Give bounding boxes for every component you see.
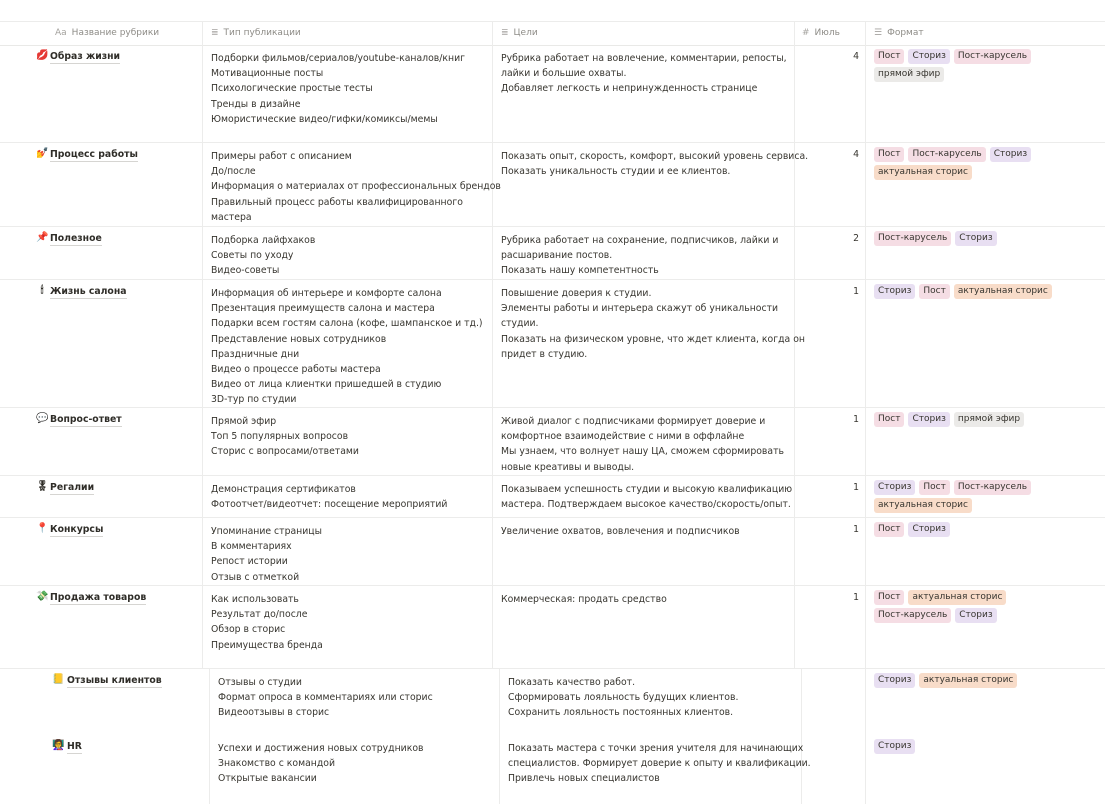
table-row[interactable]	[0, 44, 1105, 143]
list-line: Правильный процесс работы квалифицированного	[211, 196, 463, 208]
header-label: Цели	[513, 28, 538, 38]
list-line: Презентация преимуществ салона и мастера	[211, 303, 435, 315]
july-count-cell[interactable]: 1	[795, 475, 866, 517]
row-title[interactable]: Вопрос-ответ	[50, 414, 122, 425]
list-line: Упоминание страницы	[211, 526, 322, 537]
row-title[interactable]: Конкурсы	[50, 524, 104, 535]
list-line: Подарки всем гостям салона (кофе, шампанское и тд.)	[211, 318, 483, 330]
format-tag[interactable]: Пост-карусель	[908, 147, 985, 162]
format-tag[interactable]: актуальная сторис	[874, 498, 972, 513]
table-row[interactable]	[0, 226, 1105, 280]
table-row[interactable]	[0, 407, 1105, 476]
list-line: Привлечь новых специалистов	[508, 773, 660, 785]
title-icon: Aa	[55, 28, 67, 38]
list-line: Репост истории	[211, 556, 288, 568]
list-line: Показать на физическом уровне, что ждет клиента, когда он	[501, 333, 805, 345]
format-tag[interactable]: Пост	[919, 480, 949, 495]
list-line: Как использовать	[211, 594, 299, 605]
round-pushpin-icon: 📍	[36, 523, 49, 534]
list-line: мастера	[211, 211, 252, 223]
format-tag[interactable]: Сториз	[908, 412, 949, 427]
list-line: Информация об интерьере и комфорте салона	[211, 288, 442, 299]
format-cell[interactable]	[866, 44, 1080, 142]
list-line: придет в студию.	[501, 348, 588, 360]
list-line: Тренды в дизайне	[211, 98, 301, 110]
row-title[interactable]: Отзывы клиентов	[67, 675, 162, 686]
format-tag[interactable]: Сториз	[955, 608, 996, 623]
candle-icon: 🕯	[40, 285, 44, 296]
table-header	[0, 21, 1105, 46]
july-count-cell[interactable]: 1	[795, 517, 866, 585]
list-line: Видеоотзывы в сторис	[218, 707, 330, 719]
list-line: Психологические простые тесты	[211, 83, 373, 95]
format-tag[interactable]: Пост-карусель	[874, 608, 951, 623]
header-type-column[interactable]	[203, 22, 493, 45]
header-label: Название рубрики	[71, 28, 160, 38]
text-icon: ≣	[211, 28, 219, 38]
format-tag[interactable]: Сториз	[908, 49, 949, 64]
table-row[interactable]	[0, 475, 1105, 518]
nail-polish-icon: 💅	[36, 148, 49, 159]
format-tag[interactable]: Пост	[874, 49, 904, 64]
row-title[interactable]: Образ жизни	[50, 51, 121, 62]
list-line: Преимущества бренда	[211, 639, 323, 651]
list-line: Сформировать лояльность будущих клиентов.	[508, 692, 739, 704]
list-line: Знакомство с командой	[218, 758, 336, 770]
table-row[interactable]	[0, 142, 1105, 227]
name-cell[interactable]	[0, 142, 203, 226]
publication-types-cell[interactable]	[203, 44, 493, 142]
list-line: мастера. Подтверждаем высокое качество/скорость/опыт.	[501, 499, 791, 511]
list-line: Мы узнаем, что волнует нашу ЦА, сможем сформировать	[501, 446, 784, 458]
header-july-column[interactable]	[795, 22, 866, 45]
number-icon: #	[802, 28, 810, 38]
july-count-cell[interactable]: 1	[795, 585, 866, 668]
list-line: Добавляет легкость и непринужденность странице	[501, 83, 758, 95]
list-line: До/после	[211, 166, 256, 178]
list-line: Сохранить лояльность постоянных клиентов.	[508, 707, 734, 719]
format-tag[interactable]: Сториз	[908, 522, 949, 537]
list-line: Рубрика работает на вовлечение, комментарии, репосты,	[501, 53, 787, 64]
list-line: Видео о процессе работы мастера	[211, 364, 381, 376]
name-cell[interactable]	[0, 475, 203, 517]
july-count-cell[interactable]: 4	[795, 44, 866, 142]
header-label: Формат	[887, 28, 924, 38]
publication-types-cell[interactable]	[203, 407, 493, 475]
format-cell[interactable]	[866, 407, 1080, 475]
goals-cell[interactable]	[500, 668, 802, 734]
format-cell[interactable]	[866, 517, 1080, 585]
speech-bubble-icon: 💬	[36, 413, 49, 424]
format-tag[interactable]: Сториз	[955, 231, 996, 246]
format-tag[interactable]: Пост-карусель	[954, 49, 1031, 64]
list-line: специалистов. Формирует доверие к опыту и квалификации.	[508, 758, 811, 770]
list-line: Элементы работы и интерьера скажут об уникальности	[501, 303, 779, 315]
row-title[interactable]: HR	[67, 741, 82, 752]
july-count-cell[interactable]: 1	[795, 279, 866, 407]
header-label: Тип публикации	[223, 28, 301, 38]
pushpin-icon: 📌	[36, 232, 49, 243]
list-line: Топ 5 популярных вопросов	[211, 431, 349, 443]
list-line: Видео-советы	[211, 265, 280, 277]
goals-cell[interactable]	[493, 279, 805, 407]
list-line: Увеличение охватов, вовлечения и подписчиков	[501, 526, 740, 537]
medal-icon: 🎖	[36, 481, 49, 492]
name-cell[interactable]	[0, 517, 203, 585]
list-line: Результат до/после	[211, 609, 308, 621]
publication-types-cell[interactable]	[210, 668, 500, 734]
list-line: Советы по уходу	[211, 250, 294, 262]
list-line: Живой диалог с подписчиками формирует доверие и	[501, 416, 766, 427]
list-line: Показать уникальность студии и ее клиентов.	[501, 166, 731, 178]
publication-types-cell[interactable]	[203, 517, 493, 585]
list-line: расшаривание постов.	[501, 250, 613, 262]
format-tag[interactable]: актуальная сторис	[874, 165, 972, 180]
list-line: В комментариях	[211, 541, 292, 553]
list-line: Открытые вакансии	[218, 773, 317, 785]
format-tag[interactable]: актуальная сторис	[919, 673, 1017, 688]
list-line: Отзывы о студии	[218, 677, 302, 688]
goals-cell[interactable]	[493, 142, 809, 226]
july-count-cell[interactable]: 2	[795, 226, 866, 279]
name-cell[interactable]	[7, 734, 210, 804]
format-tag[interactable]: Сториз	[990, 147, 1031, 162]
format-tag[interactable]: актуальная сторис	[954, 284, 1052, 299]
name-cell[interactable]	[0, 44, 203, 142]
name-cell[interactable]	[0, 279, 203, 407]
format-tag[interactable]: актуальная сторис	[908, 590, 1006, 605]
list-line: Юмористические видео/гифки/комиксы/мемы	[211, 113, 438, 125]
list-line: комфортное взаимодействие с ними в оффлайне	[501, 431, 745, 443]
format-cell[interactable]	[866, 279, 1080, 407]
publication-types-cell[interactable]	[203, 475, 493, 517]
list-line: Примеры работ с описанием	[211, 151, 352, 162]
list-line: студии.	[501, 318, 539, 330]
format-cell[interactable]	[866, 475, 1080, 517]
list-line: лайки и большие охваты.	[501, 68, 627, 80]
list-line: Формат опроса в комментариях или сторис	[218, 692, 433, 704]
table-row[interactable]	[0, 517, 1105, 586]
list-line: Представление новых сотрудников	[211, 333, 387, 345]
name-cell[interactable]	[7, 668, 210, 734]
publication-types-cell[interactable]	[203, 226, 493, 279]
format-tag[interactable]: Сториз	[874, 480, 915, 495]
list-line: Сторис с вопросами/ответами	[211, 446, 359, 458]
format-cell[interactable]	[866, 142, 1080, 226]
lips-icon: 💋	[36, 50, 49, 61]
format-tag[interactable]: Пост-карусель	[954, 480, 1031, 495]
format-cell[interactable]	[866, 226, 1080, 279]
row-title[interactable]: Полезное	[50, 233, 102, 244]
july-count-cell[interactable]: 1	[795, 407, 866, 475]
table-row[interactable]	[0, 585, 1105, 669]
format-tag[interactable]: Сториз	[874, 673, 915, 688]
july-count-cell[interactable]: 4	[795, 142, 866, 226]
list-line: Прямой эфир	[211, 416, 277, 427]
header-goals-column[interactable]	[493, 22, 795, 45]
publication-types-cell[interactable]	[203, 585, 493, 668]
list-line: Успехи и достижения новых сотрудников	[218, 743, 424, 754]
name-cell[interactable]	[0, 585, 203, 668]
format-tag[interactable]: Пост	[874, 522, 904, 537]
multi-select-icon: ☰	[874, 28, 883, 38]
list-line: Показываем успешность студии и высокую квалификацию	[501, 484, 793, 495]
list-line: Показать качество работ.	[508, 677, 636, 688]
format-tag[interactable]: Пост	[874, 590, 904, 605]
format-tag[interactable]: Пост	[874, 412, 904, 427]
list-line: Показать опыт, скорость, комфорт, высокий уровень сервиса.	[501, 151, 809, 162]
goals-cell[interactable]	[493, 585, 795, 668]
text-icon: ≣	[501, 28, 509, 38]
goals-cell[interactable]	[493, 517, 795, 585]
list-line: Демонстрация сертификатов	[211, 484, 356, 495]
format-tag[interactable]: Пост-карусель	[874, 231, 951, 246]
list-line: Фотоотчет/видеотчет: посещение мероприятий	[211, 499, 448, 511]
name-cell[interactable]	[0, 407, 203, 475]
row-title[interactable]: Процесс работы	[50, 149, 138, 160]
list-line: Отзыв с отметкой	[211, 571, 300, 583]
format-tag[interactable]: Пост	[874, 147, 904, 162]
format-cell[interactable]	[866, 734, 1080, 804]
row-title[interactable]: Регалии	[50, 482, 95, 493]
row-title[interactable]: Жизнь салона	[50, 286, 127, 297]
list-line: новые креативы и выводы.	[501, 461, 635, 473]
money-icon: 💸	[36, 591, 49, 602]
table-row[interactable]	[7, 668, 1080, 734]
header-name-column[interactable]	[0, 22, 203, 45]
list-line: Праздничные дни	[211, 348, 300, 360]
table-row[interactable]	[0, 279, 1105, 408]
list-line: Информация о материалах от профессиональных брендов	[211, 181, 501, 193]
format-tag[interactable]: Сториз	[874, 284, 915, 299]
format-cell[interactable]	[866, 668, 1080, 734]
goals-cell[interactable]	[493, 226, 795, 279]
list-line: Подборки фильмов/сериалов/youtube-каналов/книг	[211, 53, 466, 64]
table-row[interactable]	[7, 734, 1080, 804]
teacher-icon: 👩‍🏫	[52, 740, 65, 751]
list-line: 3D-тур по студии	[211, 394, 297, 406]
row-title[interactable]: Продажа товаров	[50, 592, 147, 603]
name-cell[interactable]	[0, 226, 203, 279]
publication-types-cell[interactable]	[210, 734, 500, 804]
header-format-column[interactable]	[866, 22, 1080, 45]
july-count-cell[interactable]	[802, 734, 866, 804]
list-line: Подборка лайфхаков	[211, 235, 316, 246]
goals-cell[interactable]	[493, 407, 795, 475]
format-tag[interactable]: прямой эфир	[954, 412, 1024, 427]
format-tag[interactable]: Пост	[919, 284, 949, 299]
publication-types-cell[interactable]	[203, 142, 501, 226]
list-line: Коммерческая: продать средство	[501, 594, 667, 605]
july-count-cell[interactable]	[802, 668, 866, 734]
format-tag[interactable]: Сториз	[874, 739, 915, 754]
list-line: Видео от лица клиентки пришедшей в студию	[211, 379, 442, 391]
notebook-icon: 📒	[52, 674, 65, 685]
list-line: Показать мастера с точки зрения учителя для начинающих	[508, 743, 804, 754]
list-line: Обзор в сторис	[211, 624, 286, 636]
format-tag[interactable]: прямой эфир	[874, 67, 944, 82]
goals-cell[interactable]	[500, 734, 811, 804]
list-line: Рубрика работает на сохранение, подписчиков, лайки и	[501, 235, 779, 246]
goals-cell[interactable]	[493, 44, 795, 142]
goals-cell[interactable]	[493, 475, 795, 517]
header-label: Июль	[814, 28, 840, 38]
format-cell[interactable]	[866, 585, 1080, 668]
list-line: Мотивационные посты	[211, 68, 324, 80]
list-line: Повышение доверия к студии.	[501, 288, 652, 299]
publication-types-cell[interactable]	[203, 279, 493, 407]
list-line: Показать нашу компетентность	[501, 265, 659, 277]
